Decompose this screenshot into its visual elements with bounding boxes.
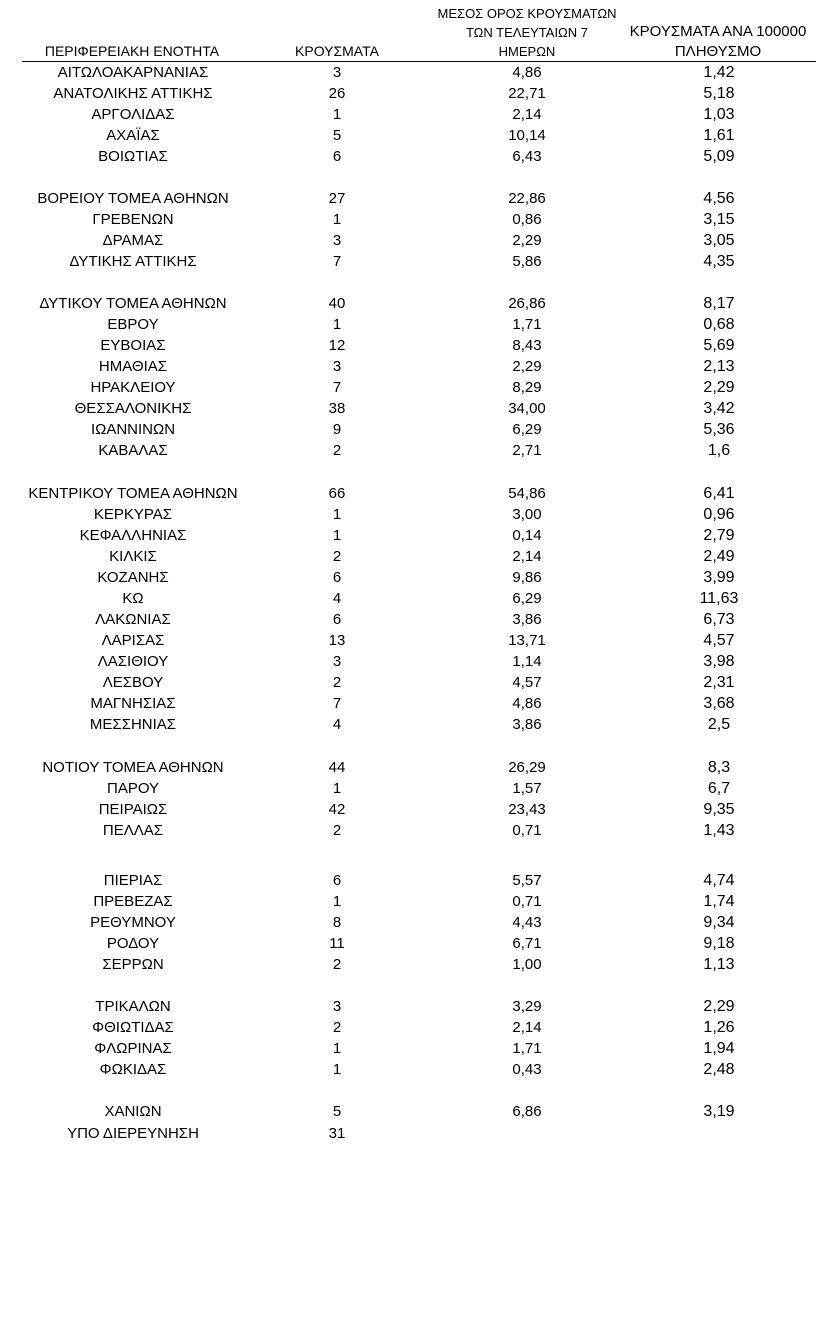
region-cell: ΔΥΤΙΚΗΣ ΑΤΤΙΚΗΣ xyxy=(69,253,197,270)
cases-cell: 11 xyxy=(329,935,345,952)
avg7-cell: 2,29 xyxy=(512,232,542,249)
avg7-cell: 3,29 xyxy=(512,998,542,1015)
cases-cell: 7 xyxy=(332,695,342,712)
cases-cell: 42 xyxy=(328,801,346,818)
table-row xyxy=(0,996,816,1017)
table-row xyxy=(0,419,816,440)
table-row xyxy=(0,567,816,588)
cases-cell: 1 xyxy=(332,1061,342,1078)
cases-cell: 3 xyxy=(332,998,342,1015)
table-row xyxy=(0,377,816,398)
avg7-cell: 0,71 xyxy=(512,893,542,910)
per100k-cell: 5,09 xyxy=(703,148,735,165)
per100k-cell: 9,34 xyxy=(703,914,735,931)
avg7-cell: 4,43 xyxy=(512,914,542,931)
avg7-cell: 0,14 xyxy=(512,527,542,544)
cases-cell: 27 xyxy=(328,190,346,207)
per100k-cell: 1,94 xyxy=(703,1040,735,1057)
table-row xyxy=(0,146,816,167)
avg7-cell: 4,57 xyxy=(512,674,542,691)
region-cell: ΧΑΝΙΩΝ xyxy=(104,1103,162,1120)
per100k-cell: 5,69 xyxy=(703,337,735,354)
table-row xyxy=(0,62,816,83)
region-cell: ΑΡΓΟΛΙΔΑΣ xyxy=(91,106,175,123)
region-cell: ΦΩΚΙΔΑΣ xyxy=(99,1061,167,1078)
per100k-cell: 1,13 xyxy=(703,956,735,973)
table-row xyxy=(0,125,816,146)
avg7-cell: 1,71 xyxy=(512,316,542,333)
cases-cell: 5 xyxy=(332,127,342,144)
per100k-cell: 5,36 xyxy=(703,421,735,438)
avg7-cell: 5,86 xyxy=(512,253,542,270)
avg7-cell: 23,43 xyxy=(508,801,546,818)
cases-cell: 38 xyxy=(328,400,346,417)
cases-cell: 1 xyxy=(332,106,342,123)
per100k-cell: 4,56 xyxy=(703,190,735,207)
per100k-cell: 6,7 xyxy=(707,780,731,797)
avg7-cell: 6,43 xyxy=(512,148,542,165)
avg7-cell: 6,86 xyxy=(512,1103,542,1120)
cases-cell: 3 xyxy=(332,653,342,670)
cases-cell: 6 xyxy=(332,569,342,586)
table-row xyxy=(0,209,816,230)
table-row xyxy=(0,891,816,912)
cases-cell: 40 xyxy=(328,295,346,312)
avg7-cell: 26,29 xyxy=(508,759,546,776)
column-header-region: ΠΕΡΙΦΕΡΕΙΑΚΗ ΕΝΟΤΗΤΑ xyxy=(44,43,220,59)
avg7-cell: 2,71 xyxy=(512,442,542,459)
region-cell: ΚΑΒΑΛΑΣ xyxy=(98,442,168,459)
per100k-cell: 3,42 xyxy=(703,400,735,417)
region-cell: ΛΑΚΩΝΙΑΣ xyxy=(95,611,171,628)
cases-cell: 2 xyxy=(332,548,342,565)
avg7-cell: 6,29 xyxy=(512,590,542,607)
region-cell: ΡΕΘΥΜΝΟΥ xyxy=(90,914,176,931)
per100k-cell: 1,03 xyxy=(703,106,735,123)
region-cell: ΛΑΡΙΣΑΣ xyxy=(101,632,165,649)
avg7-cell: 0,43 xyxy=(512,1061,542,1078)
per100k-cell: 2,29 xyxy=(703,998,735,1015)
avg7-cell: 1,00 xyxy=(512,956,542,973)
table-row xyxy=(0,588,816,609)
region-cell: ΒΟΙΩΤΙΑΣ xyxy=(98,148,168,165)
per100k-cell: 2,5 xyxy=(707,716,731,733)
region-cell: ΔΡΑΜΑΣ xyxy=(102,232,164,249)
table-row xyxy=(0,335,816,356)
column-header-avg7-line: ΤΩΝ ΤΕΛΕΥΤΑΙΩΝ 7 xyxy=(465,25,589,40)
per100k-cell: 1,42 xyxy=(703,64,735,81)
avg7-cell: 34,00 xyxy=(508,400,546,417)
table-row xyxy=(0,83,816,104)
region-cell: ΙΩΑΝΝΙΝΩΝ xyxy=(90,421,176,438)
region-cell: ΠΡΕΒΕΖΑΣ xyxy=(93,893,173,910)
per100k-cell: 3,19 xyxy=(703,1103,735,1120)
per100k-cell: 5,18 xyxy=(703,85,735,102)
region-cell: ΠΕΛΛΑΣ xyxy=(102,822,164,839)
region-cell: ΤΡΙΚΑΛΩΝ xyxy=(95,998,171,1015)
per100k-cell: 9,35 xyxy=(703,801,735,818)
per100k-cell: 3,68 xyxy=(703,695,735,712)
cases-cell: 66 xyxy=(328,485,346,502)
table-row xyxy=(0,693,816,714)
column-header-avg7-line: ΜΕΣΟΣ ΟΡΟΣ ΚΡΟΥΣΜΑΤΩΝ xyxy=(437,6,617,21)
region-cell: ΑΙΤΩΛΟΑΚΑΡΝΑΝΙΑΣ xyxy=(57,64,209,81)
per100k-cell: 2,48 xyxy=(703,1061,735,1078)
cases-cell: 3 xyxy=(332,64,342,81)
cases-cell: 2 xyxy=(332,442,342,459)
cases-cell: 1 xyxy=(332,1040,342,1057)
region-cell: ΝΟΤΙΟΥ ΤΟΜΕΑ ΑΘΗΝΩΝ xyxy=(42,759,224,776)
per100k-cell: 3,15 xyxy=(703,211,735,228)
table-row xyxy=(0,1123,816,1144)
region-cell: ΚΕΦΑΛΛΗΝΙΑΣ xyxy=(79,527,187,544)
cases-cell: 4 xyxy=(332,590,342,607)
table-row xyxy=(0,1059,816,1080)
region-cell: ΗΡΑΚΛΕΙΟΥ xyxy=(90,379,176,396)
per100k-cell: 3,98 xyxy=(703,653,735,670)
region-cell: ΠΕΙΡΑΙΩΣ xyxy=(98,801,168,818)
table-row xyxy=(0,546,816,567)
region-cell: ΦΛΩΡΙΝΑΣ xyxy=(94,1040,172,1057)
region-cell: ΔΥΤΙΚΟΥ ΤΟΜΕΑ ΑΘΗΝΩΝ xyxy=(39,295,227,312)
region-cell: ΑΝΑΤΟΛΙΚΗΣ ΑΤΤΙΚΗΣ xyxy=(53,85,213,102)
table-row xyxy=(0,778,816,799)
per100k-cell: 3,99 xyxy=(703,569,735,586)
per100k-cell: 9,18 xyxy=(703,935,735,952)
avg7-cell: 1,57 xyxy=(512,780,542,797)
table-row xyxy=(0,230,816,251)
region-cell: ΣΕΡΡΩΝ xyxy=(102,956,164,973)
table-row xyxy=(0,820,816,841)
avg7-cell: 2,14 xyxy=(512,1019,542,1036)
cases-cell: 2 xyxy=(332,956,342,973)
cases-cell: 12 xyxy=(328,337,346,354)
table-row xyxy=(0,293,816,314)
region-cell: ΓΡΕΒΕΝΩΝ xyxy=(92,211,174,228)
table-row xyxy=(0,672,816,693)
region-cell: ΜΑΓΝΗΣΙΑΣ xyxy=(90,695,176,712)
avg7-cell: 2,14 xyxy=(512,106,542,123)
cases-cell: 1 xyxy=(332,211,342,228)
table-row xyxy=(0,799,816,820)
table-row xyxy=(0,609,816,630)
cases-cell: 8 xyxy=(332,914,342,931)
avg7-cell: 2,14 xyxy=(512,548,542,565)
avg7-cell: 3,00 xyxy=(512,506,542,523)
cases-cell: 1 xyxy=(332,316,342,333)
table-row xyxy=(0,251,816,272)
region-cell: ΜΕΣΣΗΝΙΑΣ xyxy=(89,716,177,733)
table-row xyxy=(0,651,816,672)
table-row xyxy=(0,440,816,461)
region-cell: ΑΧΑΪΑΣ xyxy=(106,127,160,144)
per100k-cell: 8,3 xyxy=(707,759,731,776)
cases-cell: 26 xyxy=(328,85,346,102)
table-row xyxy=(0,757,816,778)
per100k-cell: 11,63 xyxy=(699,590,739,607)
cases-cell: 6 xyxy=(332,872,342,889)
column-header-per100k xyxy=(618,22,816,62)
cases-cell: 6 xyxy=(332,148,342,165)
avg7-cell: 8,43 xyxy=(512,337,542,354)
per100k-cell: 6,73 xyxy=(703,611,735,628)
per100k-cell: 4,35 xyxy=(703,253,735,270)
avg7-cell: 22,86 xyxy=(508,190,546,207)
per100k-cell: 1,74 xyxy=(703,893,735,910)
cases-cell: 3 xyxy=(332,232,342,249)
table-row xyxy=(0,398,816,419)
region-cell: ΕΥΒΟΙΑΣ xyxy=(100,337,166,354)
avg7-cell: 4,86 xyxy=(512,64,542,81)
table-row xyxy=(0,933,816,954)
table-row xyxy=(0,630,816,651)
avg7-cell: 22,71 xyxy=(508,85,546,102)
table-row xyxy=(0,104,816,125)
cases-cell: 1 xyxy=(332,506,342,523)
cases-cell: 1 xyxy=(332,893,342,910)
cases-cell: 7 xyxy=(332,253,342,270)
cases-cell: 13 xyxy=(328,632,346,649)
cases-cell: 4 xyxy=(332,716,342,733)
table-row xyxy=(0,714,816,735)
region-cell: ΛΕΣΒΟΥ xyxy=(102,674,164,691)
table-row xyxy=(0,1038,816,1059)
region-cell: ΚΟΖΑΝΗΣ xyxy=(97,569,169,586)
cases-cell: 3 xyxy=(332,358,342,375)
cases-cell: 31 xyxy=(328,1125,346,1142)
table-row xyxy=(0,912,816,933)
avg7-cell: 3,86 xyxy=(512,716,542,733)
region-cell: ΠΙΕΡΙΑΣ xyxy=(103,872,163,889)
avg7-cell: 6,71 xyxy=(512,935,542,952)
table-row xyxy=(0,870,816,891)
column-header-per100k-line: ΚΡΟΥΣΜΑΤΑ ΑΝΑ 100000 xyxy=(629,23,807,40)
avg7-cell: 2,29 xyxy=(512,358,542,375)
column-header-per100k-line: ΠΛΗΘΥΣΜΟ xyxy=(674,43,762,60)
per100k-cell: 2,31 xyxy=(703,674,735,691)
cases-cell: 1 xyxy=(332,780,342,797)
cases-cell: 7 xyxy=(332,379,342,396)
avg7-cell: 5,57 xyxy=(512,872,542,889)
region-cell: ΗΜΑΘΙΑΣ xyxy=(98,358,168,375)
region-cell: ΚΙΛΚΙΣ xyxy=(109,548,157,565)
avg7-cell: 0,71 xyxy=(512,822,542,839)
region-cell: ΥΠΟ ΔΙΕΡΕΥΝΗΣΗ xyxy=(67,1125,199,1142)
region-cell: ΒΟΡΕΙΟΥ ΤΟΜΕΑ ΑΘΗΝΩΝ xyxy=(37,190,229,207)
per100k-cell: 0,96 xyxy=(703,506,735,523)
avg7-cell: 1,14 xyxy=(512,653,542,670)
region-cell: ΚΩ xyxy=(122,590,144,607)
region-cell: ΡΟΔΟΥ xyxy=(106,935,160,952)
region-cell: ΠΑΡΟΥ xyxy=(106,780,160,797)
avg7-cell: 3,86 xyxy=(512,611,542,628)
per100k-cell: 6,41 xyxy=(703,485,735,502)
table-row xyxy=(0,483,816,504)
avg7-cell: 13,71 xyxy=(508,632,546,649)
column-header-avg7 xyxy=(412,4,642,61)
table-row xyxy=(0,504,816,525)
per100k-cell: 2,79 xyxy=(703,527,735,544)
avg7-cell: 0,86 xyxy=(512,211,542,228)
avg7-cell: 54,86 xyxy=(508,485,546,502)
region-cell: ΛΑΣΙΘΙΟΥ xyxy=(97,653,169,670)
cases-cell: 2 xyxy=(332,822,342,839)
cases-cell: 44 xyxy=(328,759,346,776)
column-header-cases: ΚΡΟΥΣΜΑΤΑ xyxy=(295,43,379,59)
avg7-cell: 10,14 xyxy=(508,127,546,144)
avg7-cell: 4,86 xyxy=(512,695,542,712)
per100k-cell: 1,61 xyxy=(703,127,735,144)
cases-cell: 5 xyxy=(332,1103,342,1120)
per100k-cell: 1,6 xyxy=(707,442,731,459)
region-cell: ΚΕΡΚΥΡΑΣ xyxy=(93,506,173,523)
table-row xyxy=(0,954,816,975)
cases-cell: 1 xyxy=(332,527,342,544)
region-cell: ΚΕΝΤΡΙΚΟΥ ΤΟΜΕΑ ΑΘΗΝΩΝ xyxy=(28,485,238,502)
table-row xyxy=(0,525,816,546)
per100k-cell: 1,43 xyxy=(703,822,735,839)
avg7-cell: 6,29 xyxy=(512,421,542,438)
table-row xyxy=(0,356,816,377)
per100k-cell: 8,17 xyxy=(703,295,735,312)
column-header-avg7-line: ΗΜΕΡΩΝ xyxy=(498,44,556,59)
avg7-cell: 1,71 xyxy=(512,1040,542,1057)
cases-cell: 2 xyxy=(332,1019,342,1036)
per100k-cell: 1,26 xyxy=(703,1019,735,1036)
region-cell: ΦΘΙΩΤΙΔΑΣ xyxy=(92,1019,174,1036)
table-row xyxy=(0,314,816,335)
cases-cell: 9 xyxy=(332,421,342,438)
per100k-cell: 0,68 xyxy=(703,316,735,333)
per100k-cell: 4,57 xyxy=(703,632,735,649)
region-cell: ΕΒΡΟΥ xyxy=(107,316,159,333)
avg7-cell: 8,29 xyxy=(512,379,542,396)
table-row xyxy=(0,1017,816,1038)
per100k-cell: 2,29 xyxy=(703,379,735,396)
avg7-cell: 9,86 xyxy=(512,569,542,586)
cases-cell: 6 xyxy=(332,611,342,628)
avg7-cell: 26,86 xyxy=(508,295,546,312)
per100k-cell: 2,13 xyxy=(703,358,735,375)
per100k-cell: 2,49 xyxy=(703,548,735,565)
region-cell: ΘΕΣΣΑΛΟΝΙΚΗΣ xyxy=(74,400,192,417)
per100k-cell: 3,05 xyxy=(703,232,735,249)
cases-cell: 2 xyxy=(332,674,342,691)
table-row xyxy=(0,1101,816,1122)
per100k-cell: 4,74 xyxy=(703,872,735,889)
table-row xyxy=(0,188,816,209)
